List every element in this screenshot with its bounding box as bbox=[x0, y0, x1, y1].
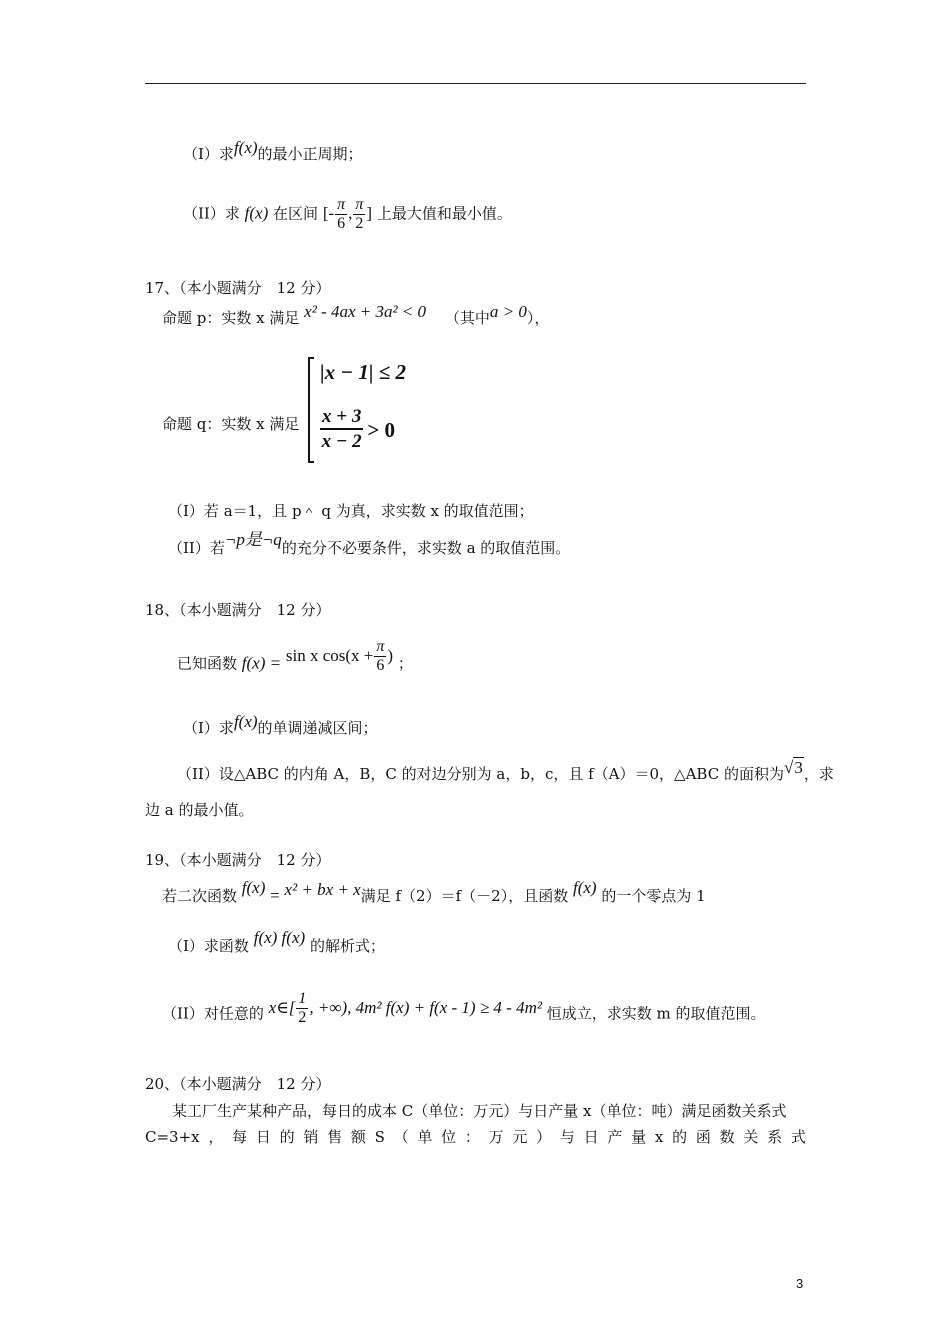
q19-part1: （I）求函数 f(x) f(x) 的解析式； bbox=[168, 928, 385, 955]
q19-given: 若二次函数 f(x) = x² + bx + x满足 f（2）＝f（－2），且函数 f(x) 的一个零点为 1 bbox=[162, 878, 706, 905]
q18-part2-line1: （II）设△ABC 的内角 A，B，C 的对边分别为 a，b，c，且 f（A）＝0，△ABC 的面积为√3，求 bbox=[177, 758, 834, 783]
q16-part2: （II）求 f(x) 在区间 [- $\frac{\pi}{6}$ , $\frac{\pi}{2}$ ] 上最大值和最小值。 bbox=[183, 196, 512, 232]
q17-header: 17、（本小题满分 12 分） bbox=[145, 279, 331, 297]
q20-line2-token: 的 bbox=[279, 1128, 295, 1146]
q16-frac-2: $\frac{\pi}{2}$ bbox=[355, 196, 364, 232]
q18-frac: $\frac{\pi}{6}$ bbox=[376, 638, 385, 674]
q20-line2-token: 位 bbox=[441, 1128, 457, 1146]
q16-frac-1: $\frac{\pi}{6}$ bbox=[337, 196, 346, 232]
q19-part2: （II）对任意的 x∈[ $\frac{1}{2}$ , +∞), 4m² f(x) + f(x - 1) ≥ 4 - 4m² 恒成立，求实数 m 的取值范围。 bbox=[162, 990, 766, 1026]
q16-part1: （I）求$^{f(x)}$的最小正周期； bbox=[183, 138, 363, 163]
q20-line2 bbox=[145, 1127, 806, 1147]
page-number: 3 bbox=[796, 1276, 804, 1291]
q17-part1: （I）若 a＝1，且 p＾ q 为真，求实数 x 的取值范围； bbox=[168, 502, 534, 520]
q16-part1-fx: f(x) bbox=[233, 138, 258, 157]
q20-line2-token: 额 bbox=[350, 1128, 366, 1146]
q20-line2-token: 函 bbox=[695, 1128, 711, 1146]
q20-line2-token: ： bbox=[464, 1128, 480, 1146]
q20-line2-token: 与 bbox=[559, 1128, 575, 1146]
q20-line2-token: S bbox=[374, 1128, 385, 1146]
q20-line2-token: （ bbox=[393, 1128, 409, 1146]
q20-line2-token: 量 bbox=[631, 1128, 647, 1146]
q20-line2-token: 日 bbox=[583, 1128, 599, 1146]
q20-line2-token: 每 bbox=[232, 1128, 248, 1146]
q20-line2-token: 产 bbox=[607, 1128, 623, 1146]
q20-line1: 某工厂生产某种产品，每日的成本 C（单位：万元）与日产量 x（单位：吨）满足函数关系式 bbox=[172, 1102, 787, 1120]
q20-line2-token: 销 bbox=[303, 1128, 319, 1146]
system-row-1: |x − 1| ≤ 2 bbox=[320, 360, 406, 384]
q20-line2-token: 日 bbox=[255, 1128, 271, 1146]
system-brace bbox=[308, 358, 318, 462]
q20-header: 20、（本小题满分 12 分） bbox=[145, 1075, 331, 1093]
q20-line2-token: 单 bbox=[417, 1128, 433, 1146]
q20-line2-token: 数 bbox=[719, 1128, 735, 1146]
q17-part2: （II）若¬p是¬q的充分不必要条件，求实数 a 的取值范围。 bbox=[168, 530, 571, 557]
q17-p-inequality: x² - 4ax + 3a² < 0 bbox=[304, 302, 427, 321]
q17-p: 命题 p：实数 x 满足 x² - 4ax + 3a² < 0 （其中a > 0）， bbox=[162, 302, 550, 327]
q20-line2-token: ， bbox=[208, 1128, 224, 1146]
sqrt-3: √3 bbox=[783, 758, 803, 777]
q17-q: 命题 q：实数 x 满足 bbox=[162, 415, 300, 433]
q18-given: 已知函数 f(x) = sin x cos(x + $\frac{\pi}{6}$ ) ； bbox=[177, 638, 413, 674]
q19-frac: $\frac{1}{2}$ bbox=[298, 990, 307, 1026]
q20-line2-token: 式 bbox=[790, 1128, 806, 1146]
q17-inequality-system bbox=[308, 358, 418, 466]
q19-header: 19、（本小题满分 12 分） bbox=[145, 851, 331, 869]
q20-line2-token: 售 bbox=[327, 1128, 343, 1146]
q20-line2-token: x bbox=[654, 1128, 664, 1146]
q18-part2-line2: 边 a 的最小值。 bbox=[145, 801, 254, 819]
q20-line2-token: 系 bbox=[767, 1128, 783, 1146]
q20-line2-token: 元 bbox=[512, 1128, 528, 1146]
q18-part1: （I）求$^{f(x)}$的单调递减区间； bbox=[183, 712, 378, 737]
q20-line2-token: 万 bbox=[488, 1128, 504, 1146]
q20-line2-token: C=3+x bbox=[145, 1128, 200, 1146]
q20-line2-token: 的 bbox=[672, 1128, 688, 1146]
q18-header: 18、（本小题满分 12 分） bbox=[145, 601, 331, 619]
q20-line2-token: ） bbox=[536, 1128, 552, 1146]
header-rule bbox=[145, 83, 806, 84]
system-row-2: x + 3 x − 2 > 0 bbox=[321, 406, 396, 452]
q20-line2-token: 关 bbox=[743, 1128, 759, 1146]
